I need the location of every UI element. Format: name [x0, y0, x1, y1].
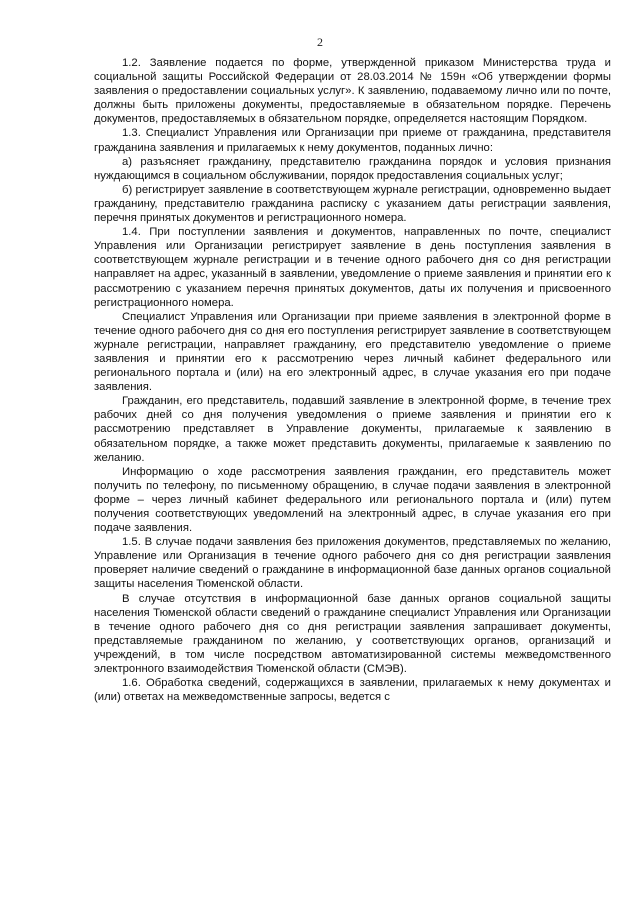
paragraph-1-4: 1.4. При поступлении заявления и документов, направленных по почте, специалист Управления или Организации регистрирует заявление в день поступления заявления в соответствующем журнале регистрации и в течение одного рабочего дня со дня регистрации направляет на адрес, указанный в заявлении, уведомление о приеме заявления и принятии его к рассмотрению с указанием перечня принятых документов, даты их получения и присвоенного регистрационного номера. — [94, 226, 611, 309]
document-body — [94, 56, 611, 704]
paragraph-1-2: 1.2. Заявление подается по форме, утвержденной приказом Министерства труда и социальной защиты Российской Федерации от 28.03.2014 № 159н «Об утверждении формы заявления о предоставлении социальных услуг». К заявлению, подаваемому лично или по почте, должны быть приложены документы, предоставляемые в обязательном порядке. Перечень документов, предоставляемых в обязательном порядке, определяется настоящим Порядком. — [94, 57, 611, 126]
paragraph-1-6: 1.6. Обработка сведений, содержащихся в заявлении, прилагаемых к нему документах и (или) ответах на межведомственные запросы, ведется с — [94, 677, 611, 704]
paragraph-progress-info: Информацию о ходе рассмотрения заявления гражданин, его представитель может получить по телефону, по письменному обращению, в случае подачи заявления в электронной форме – через личный кабинет федерального или регионального портала и (или) путем получения соответствующих уведомлений на электронный адрес, в случае указания его при подаче заявления. — [94, 465, 611, 535]
paragraph-1-5: 1.5. В случае подачи заявления без приложения документов, представляемых по желанию, Управление или Организация в течение одного рабочего дня со дня регистрации заявления проверяет наличие сведений о гражданине в информационной базе данных органов социальной защиты населения Тюменской области. — [94, 536, 611, 591]
paragraph-1-3-b: б) регистрирует заявление в соответствующем журнале регистрации, одновременно выдает гражданину, представителю гражданина расписку с указанием даты регистрации заявления, перечня принятых документов и регистрационного номера. — [94, 183, 611, 225]
page-number: 2 — [317, 35, 323, 49]
paragraph-1-3: 1.3. Специалист Управления или Организации при приеме от гражданина, представителя гражданина заявления и прилагаемых к нему документов, поданных лично: — [94, 127, 611, 154]
paragraph-electronic-form: Специалист Управления или Организации при приеме заявления в электронной форме в течение одного рабочего дня со дня его поступления регистрирует заявление в соответствующем журнале регистрации, направляет гражданину, его представителю уведомление о приеме заявления и принятии его к рассмотрению через личный кабинет федерального или регионального портала и (или) на его электронный адрес, в случае указания его при подаче заявления. — [94, 310, 611, 394]
paragraph-no-data: В случае отсутствия в информационной базе данных органов социальной защиты населения Тюменской области сведений о гражданине специалист Управления или Организации в течение одного рабочего дня со дня регистрации заявления запрашивает документы, представляемые гражданином по желанию, у соответствующих органов, организаций и учреждений, в том числе посредством автоматизированной системы межведомственного электронного взаимодействия Тюменской области (СМЭВ). — [94, 592, 611, 676]
paragraph-citizen-representative: Гражданин, его представитель, подавший заявление в электронной форме, в течение трех рабочих дней со дня получения уведомления о приеме заявления и принятии его к рассмотрению представляет в Управление документы, прилагаемые к заявлению в обязательном порядке, а также может представить документы, прилагаемые к заявлению по желанию. — [94, 395, 611, 464]
paragraph-1-3-a: а) разъясняет гражданину, представителю гражданина порядок и условия признания нуждающимся в социальном обслуживании, порядок предоставления социальных услуг; — [94, 155, 611, 182]
